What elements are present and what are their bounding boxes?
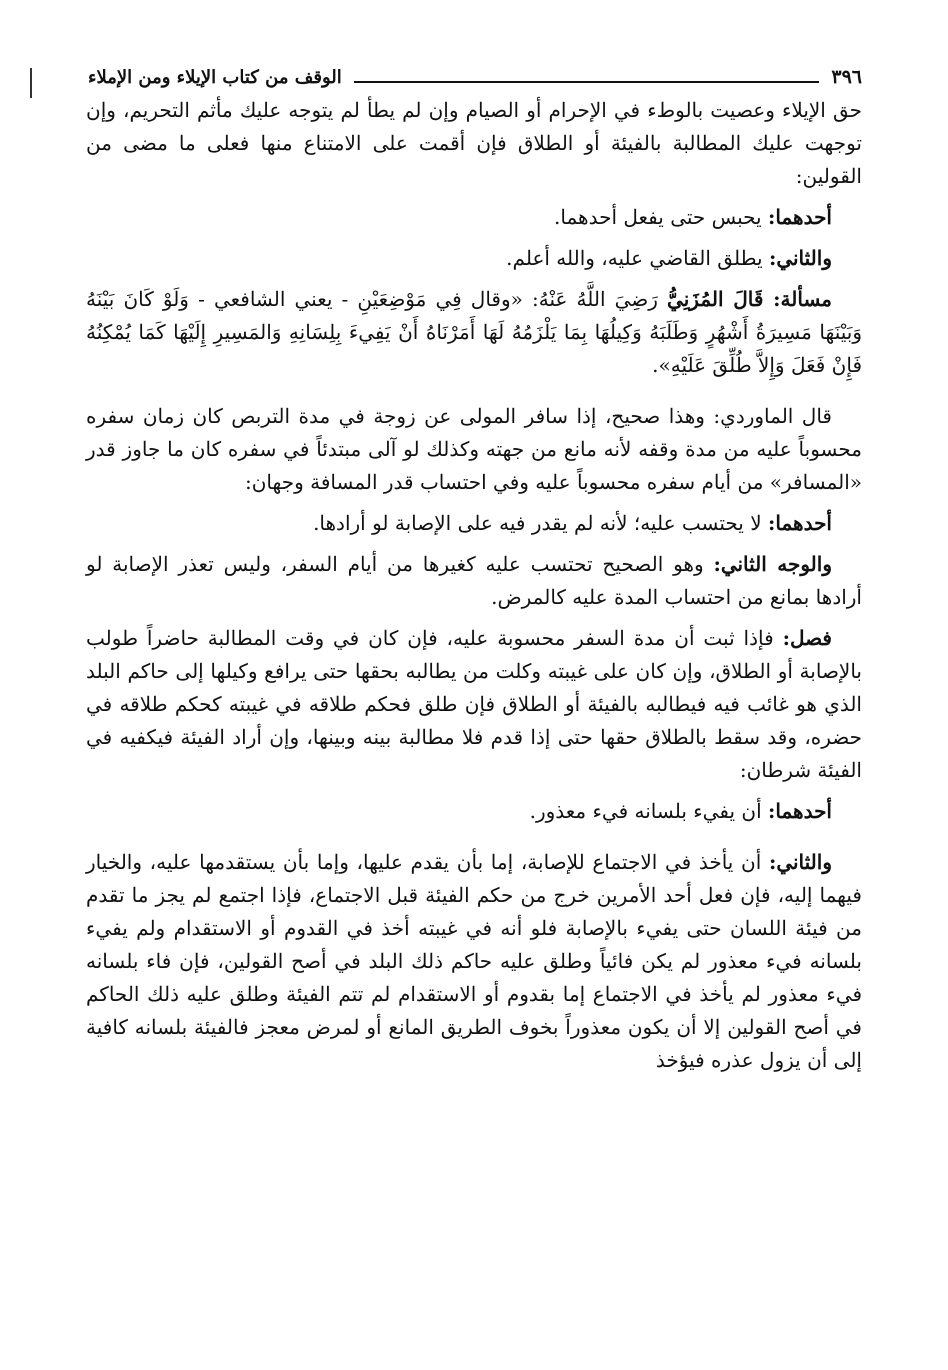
page-number: ٣٩٦: [831, 66, 862, 88]
paragraph-text: فإذا ثبت أن مدة السفر محسوبة عليه، فإن كان في وقت المطالبة حاضراً طولب بالإصابة أو الطلاق، وإن كان على غيبته وكلت من يطالبه بحقها حتى يرافع وكيلها إلى حاكم البلد الذي هو غائب فيه فيطالبه بالفيئة أو الطلاق فإن طلق فحكم طلاقه في غيبته كحكم طلاقه في حضره، وقد سقط بالطلاق حقها حتى إذا قدم فلا مطالبة بينه وبينها، وإن أراد الفيئة فيكفيه في الفيئة شرطان:: [86, 626, 862, 782]
paragraph: [86, 94, 862, 193]
paragraph: [86, 507, 862, 540]
paragraph: [86, 400, 862, 499]
running-title: الوقف من كتاب الإيلاء ومن الإملاء: [88, 67, 342, 88]
paragraph-text: يطلق القاضي عليه، والله أعلم.: [506, 246, 769, 270]
paragraph-text: لا يحتسب عليه؛ لأنه لم يقدر فيه على الإصابة لو أرادها.: [313, 511, 768, 535]
page-body: [86, 94, 862, 1085]
page-header: [88, 66, 862, 88]
margin-rule: [30, 68, 32, 98]
paragraph: [86, 548, 862, 614]
paragraph-lead: والثاني:: [768, 850, 832, 874]
paragraph: [86, 242, 862, 275]
paragraph-text: حق الإيلاء وعصيت بالوطء في الإحرام أو الصيام وإن لم يطأ لم يتوجه عليك مأثم التحريم، وإن توجهت عليك المطالبة بالفيئة أو الطلاق فإن أقمت على الامتناع منها فعلى ما مضى من القولين:: [86, 98, 862, 188]
paragraph-lead: والثاني:: [768, 246, 832, 270]
paragraph-lead: فصل:: [782, 626, 832, 650]
paragraph-lead: أحدهما:: [767, 205, 832, 229]
paragraph-text: يحبس حتى يفعل أحدهما.: [554, 205, 768, 229]
paragraph: [86, 201, 862, 234]
paragraph: [86, 283, 862, 382]
paragraph-text: أن يأخذ في الاجتماع للإصابة، إما بأن يقدم عليها، وإما بأن يستقدمها عليه، والخيار فيهما إليه، فإن فعل أحد الأمرين خرج من حكم الفيئة قبل الاجتماع، فإذا اجتمع لم يجز ما تقدم من فيئة اللسان حتى يفيء بالإصابة فلو أنه في غيبته أخذ في القدوم أو الاستقدام ولم يفيء بلسانه فيء معذور لم يكن فائياً وطلق عليه حاكم ذلك البلد في أصح القولين، فإن فاء بلسانه فيء معذور لم يأخذ في الاجتماع إما بقدوم أو الاستقدام لم تتم الفيئة وطلق عليه ذلك الحاكم في أصح القولين إلا أن يكون معذوراً بخوف الطريق المانع أو لمرض معجز فالفيئة بلسانه كافية إلى أن يزول عذره فيؤخذ: [86, 850, 862, 1072]
paragraph-lead: والوجه الثاني:: [713, 552, 832, 576]
paragraph-lead: أحدهما:: [767, 799, 832, 823]
paragraph-text: رَضِيَ اللَّهُ عَنْهُ: «وقال فِي مَوْضِعَيْنِ - يعني الشافعي - وَلَوْ كَانَ بَيْنَهُ وَبَيْنَهَا مَسِيرَةُ أَشْهُرٍ وَطَلَبَهُ وَكِيلُهَا بِمَا يَلْزَمُهُ لَهَا أَمَرْنَاهُ أَنْ يَفِيءَ بِلِسَانِهِ وَالمَسِيرِ إِلَيْهَا كَمَا يُمْكِنُهُ فَإِنْ فَعَلَ وَإِلاَّ طُلِّقَ عَلَيْهِ».: [86, 287, 862, 377]
paragraph: [86, 795, 862, 828]
paragraph: [86, 846, 862, 1077]
header-rule: [354, 81, 820, 83]
paragraph-lead: مسألة: قَالَ المُزَنِيُّ: [667, 287, 832, 311]
paragraph-text: أن يفيء بلسانه فيء معذور.: [529, 799, 768, 823]
paragraph-text: قال الماوردي: وهذا صحيح، إذا سافر المولى عن زوجة في مدة التربص كان زمان سفره محسوباً عليه من مدة وقفه لأنه مانع من جهته وكذلك لو آلى مبتدئاً في سفره كان ما جاوز قدر «المسافر» من أيام سفره محسوباً عليه وفي احتساب قدر المسافة وجهان:: [86, 404, 862, 494]
paragraph: [86, 622, 862, 787]
paragraph-text: وهو الصحيح تحتسب عليه كغيرها من أيام السفر، وليس تعذر الإصابة لو أرادها بمانع من احتساب المدة عليه كالمرض.: [86, 552, 862, 609]
paragraph-lead: أحدهما:: [767, 511, 832, 535]
